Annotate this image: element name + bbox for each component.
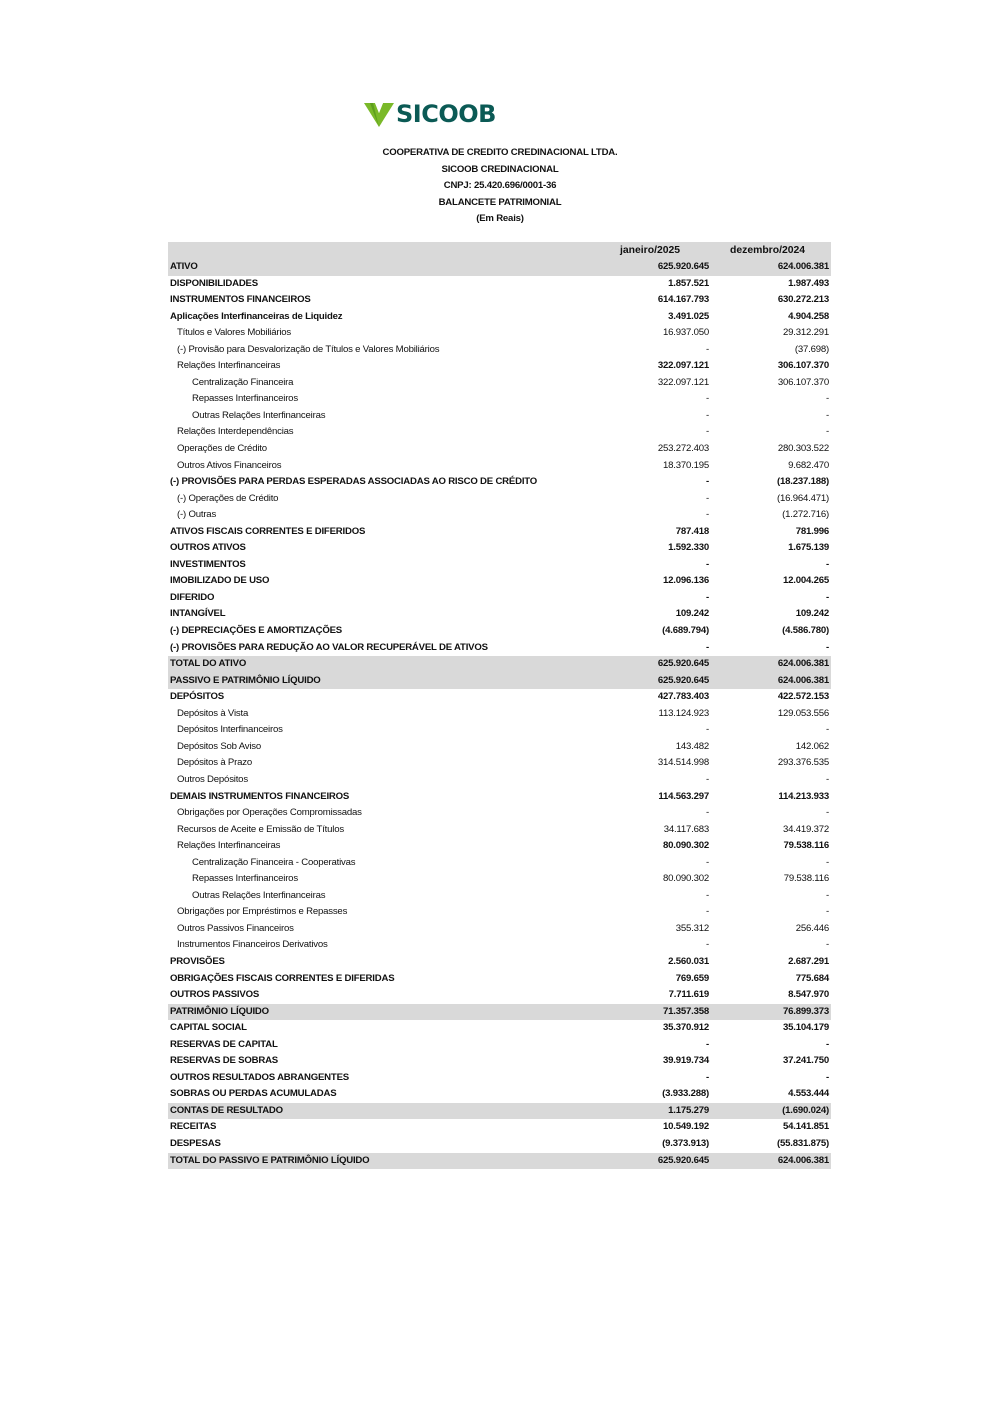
value-january-2025: 253.272.403 (657, 443, 709, 455)
row-label: PATRIMÔNIO LÍQUIDO (170, 1005, 269, 1017)
value-december-2024: 422.572.153 (777, 691, 829, 703)
table-row (168, 971, 831, 988)
value-january-2025: - (706, 343, 709, 355)
table-row (168, 474, 831, 491)
row-label: Centralização Financeira - Cooperativas (192, 856, 356, 868)
value-december-2024: 54.141.851 (782, 1121, 829, 1133)
row-label: TOTAL DO ATIVO (170, 658, 247, 670)
row-label: Recursos de Aceite e Emissão de Títulos (177, 823, 344, 835)
value-december-2024: - (826, 807, 829, 819)
row-label: DISPONIBILIDADES (170, 277, 258, 289)
table-row (168, 1020, 831, 1037)
value-december-2024: (18.237.188) (776, 476, 829, 488)
value-december-2024: 4.904.258 (788, 310, 829, 322)
row-label: SOBRAS OU PERDAS ACUMULADAS (170, 1088, 337, 1100)
table-row (168, 325, 831, 342)
row-label: Aplicações Interfinanceiras de Liquidez (170, 310, 343, 322)
logo-wordmark: SICOOB (396, 100, 496, 128)
value-december-2024: 76.899.373 (782, 1005, 829, 1017)
value-december-2024: 114.213.933 (778, 790, 829, 802)
table-row (168, 491, 831, 508)
balance-sheet-table (168, 242, 831, 1169)
row-label: RECEITAS (170, 1121, 217, 1133)
row-label: Outros Ativos Financeiros (177, 459, 282, 471)
table-row (168, 871, 831, 888)
value-december-2024: 624.006.381 (777, 1154, 829, 1166)
value-january-2025: - (706, 889, 709, 901)
row-label: OUTROS RESULTADOS ABRANGENTES (170, 1071, 349, 1083)
row-label: RESERVAS DE SOBRAS (170, 1055, 278, 1067)
table-row (168, 722, 831, 739)
table-row (168, 424, 831, 441)
value-december-2024: 306.107.370 (777, 376, 829, 388)
table-row (168, 656, 831, 673)
table-row (168, 838, 831, 855)
table-row (168, 391, 831, 408)
row-label: Outras Relações Interfinanceiras (192, 409, 326, 421)
row-label: Repasses Interfinanceiros (192, 873, 298, 885)
table-row (168, 1070, 831, 1087)
value-january-2025: - (706, 591, 709, 603)
value-january-2025: - (706, 641, 709, 653)
column-header-january-2025: janeiro/2025 (620, 245, 681, 256)
table-row (168, 1136, 831, 1153)
table-row (168, 1119, 831, 1136)
value-january-2025: 39.919.734 (662, 1055, 709, 1067)
value-january-2025: (9.373.913) (662, 1137, 709, 1149)
value-january-2025: 16.937.050 (662, 327, 709, 339)
value-january-2025: 71.357.358 (662, 1005, 709, 1017)
value-january-2025: 787.418 (675, 525, 709, 537)
table-row (168, 888, 831, 905)
table-row (168, 640, 831, 657)
value-december-2024: 624.006.381 (777, 658, 829, 670)
row-label: Centralização Financeira (192, 376, 294, 388)
value-december-2024: 9.682.470 (788, 459, 829, 471)
value-january-2025: 625.920.645 (657, 1154, 709, 1166)
row-label: Outras Relações Interfinanceiras (192, 889, 326, 901)
row-label: IMOBILIZADO DE USO (170, 575, 270, 587)
value-december-2024: - (826, 889, 829, 901)
table-row (168, 573, 831, 590)
value-december-2024: 29.312.291 (782, 327, 829, 339)
value-december-2024: 624.006.381 (777, 261, 829, 272)
row-label: Títulos e Valores Mobiliários (177, 327, 291, 339)
value-december-2024: 35.104.179 (782, 1022, 829, 1034)
row-label: OUTROS PASSIVOS (170, 989, 260, 1001)
table-row (168, 259, 831, 276)
table-row (168, 855, 831, 872)
row-label: PROVISÕES (170, 955, 225, 967)
column-header-row (168, 242, 831, 259)
value-december-2024: - (826, 426, 829, 438)
value-january-2025: 10.549.192 (662, 1121, 709, 1133)
row-label: Obrigações por Operações Compromissadas (177, 807, 362, 819)
value-december-2024: - (826, 1071, 829, 1083)
value-january-2025: - (706, 807, 709, 819)
table-row (168, 987, 831, 1004)
report-header (300, 145, 700, 228)
value-december-2024: 12.004.265 (782, 575, 829, 587)
value-january-2025: 314.514.998 (657, 757, 709, 769)
row-label: Operações de Crédito (177, 443, 267, 455)
value-january-2025: 1.592.330 (668, 542, 709, 554)
cnpj: CNPJ: 25.420.696/0001-36 (443, 180, 557, 192)
value-december-2024: 37.241.750 (782, 1055, 829, 1067)
row-label: INTANGÍVEL (170, 608, 226, 620)
row-label: (-) PROVISÕES PARA PERDAS ESPERADAS ASSOCIADAS AO RISCO DE CRÉDITO (170, 476, 538, 488)
table-body (168, 259, 831, 1169)
value-december-2024: - (826, 856, 829, 868)
row-label: Relações Interfinanceiras (177, 840, 281, 852)
row-label: (-) Operações de Crédito (177, 492, 279, 504)
value-january-2025: 143.482 (675, 740, 709, 752)
value-december-2024: 256.446 (795, 922, 829, 934)
table-row (168, 441, 831, 458)
value-january-2025: 322.097.121 (657, 360, 709, 372)
value-january-2025: (3.933.288) (662, 1088, 709, 1100)
value-december-2024: 142.062 (795, 740, 829, 752)
company-short-name: SICOOB CREDINACIONAL (441, 163, 559, 175)
row-label: (-) Outras (177, 509, 217, 521)
table-row (168, 706, 831, 723)
value-january-2025: 625.920.645 (657, 674, 709, 686)
value-january-2025: 35.370.912 (662, 1022, 709, 1034)
value-december-2024: 79.538.116 (783, 873, 829, 885)
value-january-2025: - (706, 476, 709, 488)
row-label: RESERVAS DE CAPITAL (170, 1038, 278, 1050)
table-row (168, 1086, 831, 1103)
table-row (168, 342, 831, 359)
table-row (168, 458, 831, 475)
table-row (168, 358, 831, 375)
value-december-2024: 624.006.381 (777, 674, 829, 686)
value-december-2024: - (826, 724, 829, 736)
table-row (168, 954, 831, 971)
value-january-2025: 109.242 (675, 608, 709, 620)
value-january-2025: 355.312 (675, 922, 709, 934)
value-january-2025: 625.920.645 (657, 658, 709, 670)
value-january-2025: 1.175.279 (668, 1104, 709, 1116)
row-label: OBRIGAÇÕES FISCAIS CORRENTES E DIFERIDAS (170, 972, 395, 984)
value-december-2024: 2.687.291 (788, 955, 829, 967)
table-row (168, 292, 831, 309)
row-label: Outros Passivos Financeiros (177, 922, 294, 934)
value-december-2024: (4.586.780) (782, 625, 829, 637)
sicoob-logo (364, 99, 496, 129)
row-label: OUTROS ATIVOS (170, 542, 246, 554)
value-december-2024: - (826, 641, 829, 653)
table-row (168, 540, 831, 557)
value-december-2024: 129.053.556 (777, 707, 829, 719)
value-december-2024: 1.675.139 (788, 542, 829, 554)
value-december-2024: - (826, 558, 829, 570)
value-december-2024: - (826, 591, 829, 603)
table-row (168, 1037, 831, 1054)
value-december-2024: 109.242 (795, 608, 829, 620)
value-january-2025: - (706, 856, 709, 868)
row-label: (-) DEPRECIAÇÕES E AMORTIZAÇÕES (170, 625, 343, 637)
table-row (168, 921, 831, 938)
table-row (168, 1103, 831, 1120)
table-row (168, 1053, 831, 1070)
value-january-2025: - (706, 773, 709, 785)
value-december-2024: 775.684 (795, 972, 829, 984)
value-december-2024: - (826, 773, 829, 785)
table-row (168, 739, 831, 756)
value-january-2025: 625.920.645 (657, 261, 709, 272)
value-january-2025: - (706, 939, 709, 951)
value-january-2025: - (706, 426, 709, 438)
value-january-2025: - (706, 393, 709, 405)
value-january-2025: 1.857.521 (668, 277, 709, 289)
table-row (168, 904, 831, 921)
table-row (168, 822, 831, 839)
value-january-2025: - (706, 509, 709, 521)
value-january-2025: 7.711.619 (668, 989, 709, 1001)
value-january-2025: 114.563.297 (658, 790, 709, 802)
table-row (168, 1004, 831, 1021)
value-january-2025: 34.117.683 (663, 823, 709, 835)
value-january-2025: - (706, 558, 709, 570)
value-december-2024: 293.376.535 (777, 757, 829, 769)
value-january-2025: 3.491.025 (668, 310, 709, 322)
table-row (168, 507, 831, 524)
value-december-2024: (37.698) (794, 343, 829, 355)
table-row (168, 1153, 831, 1170)
row-label: CONTAS DE RESULTADO (170, 1104, 283, 1116)
row-label: CAPITAL SOCIAL (170, 1022, 247, 1034)
row-label: INSTRUMENTOS FINANCEIROS (170, 294, 311, 306)
row-label: Depósitos Interfinanceiros (177, 724, 283, 736)
table-row (168, 673, 831, 690)
row-label: Repasses Interfinanceiros (192, 393, 298, 405)
value-december-2024: 306.107.370 (777, 360, 829, 372)
table-row (168, 309, 831, 326)
value-december-2024: (16.964.471) (776, 492, 829, 504)
table-row (168, 276, 831, 293)
row-label: Obrigações por Empréstimos e Repasses (177, 906, 348, 918)
table-row (168, 805, 831, 822)
row-label: Depósitos à Vista (177, 707, 249, 719)
row-label: ATIVO (170, 261, 198, 272)
value-december-2024: - (826, 906, 829, 918)
value-december-2024: 4.553.444 (788, 1088, 829, 1100)
row-label: Outros Depósitos (177, 773, 248, 785)
value-january-2025: 18.370.195 (662, 459, 709, 471)
value-december-2024: (55.831.875) (776, 1137, 829, 1149)
value-january-2025: 322.097.121 (657, 376, 709, 388)
value-december-2024: 630.272.213 (777, 294, 829, 306)
row-label: Relações Interfinanceiras (177, 360, 281, 372)
value-january-2025: (4.689.794) (662, 625, 709, 637)
table-row (168, 789, 831, 806)
company-name: COOPERATIVA DE CREDITO CREDINACIONAL LTDA. (382, 147, 618, 158)
column-header-december-2024: dezembro/2024 (730, 245, 806, 256)
row-label: DEPÓSITOS (170, 691, 225, 703)
sicoob-logo-icon (364, 101, 394, 127)
row-label: Instrumentos Financeiros Derivativos (177, 939, 328, 951)
value-january-2025: 427.783.403 (657, 691, 709, 703)
value-december-2024: - (826, 409, 829, 421)
value-december-2024: 280.303.522 (777, 443, 829, 455)
value-january-2025: 80.090.302 (662, 873, 709, 885)
report-title: BALANCETE PATRIMONIAL (438, 196, 562, 208)
row-label: DIFERIDO (170, 591, 215, 603)
value-december-2024: - (826, 1038, 829, 1050)
value-january-2025: - (706, 492, 709, 504)
row-label: (-) PROVISÕES PARA REDUÇÃO AO VALOR RECUPERÁVEL DE ATIVOS (170, 641, 488, 653)
value-january-2025: 80.090.302 (662, 840, 709, 852)
table-row (168, 557, 831, 574)
currency-note: (Em Reais) (476, 213, 524, 225)
value-december-2024: 79.538.116 (783, 840, 829, 852)
row-label: (-) Provisão para Desvalorização de Títulos e Valores Mobiliários (177, 343, 440, 355)
table-row (168, 689, 831, 706)
table-row (168, 623, 831, 640)
table-row (168, 375, 831, 392)
value-december-2024: 34.419.372 (782, 823, 829, 835)
value-december-2024: 781.996 (795, 525, 829, 537)
table-row (168, 606, 831, 623)
table-row (168, 772, 831, 789)
value-december-2024: (1.272.716) (782, 509, 829, 521)
value-january-2025: 2.560.031 (668, 955, 709, 967)
row-label: DESPESAS (170, 1137, 221, 1149)
value-december-2024: 1.987.493 (788, 277, 829, 289)
table-row (168, 590, 831, 607)
row-label: DEMAIS INSTRUMENTOS FINANCEIROS (170, 790, 350, 802)
value-december-2024: - (826, 939, 829, 951)
value-january-2025: 769.659 (675, 972, 709, 984)
row-label: Relações Interdependências (177, 426, 294, 438)
table-row (168, 755, 831, 772)
value-january-2025: 113.124.923 (658, 707, 709, 719)
value-january-2025: - (706, 1071, 709, 1083)
row-label: Depósitos Sob Aviso (177, 740, 262, 752)
table-row (168, 408, 831, 425)
value-january-2025: 12.096.136 (662, 575, 709, 587)
row-label: TOTAL DO PASSIVO E PATRIMÔNIO LÍQUIDO (170, 1154, 370, 1166)
value-december-2024: - (826, 393, 829, 405)
value-january-2025: 614.167.793 (657, 294, 709, 306)
row-label: Depósitos à Prazo (177, 757, 252, 769)
value-december-2024: 8.547.970 (788, 989, 829, 1001)
value-december-2024: (1.690.024) (782, 1104, 829, 1116)
row-label: INVESTIMENTOS (170, 558, 246, 570)
row-label: ATIVOS FISCAIS CORRENTES E DIFERIDOS (170, 525, 366, 537)
table-row (168, 937, 831, 954)
value-january-2025: - (706, 409, 709, 421)
value-january-2025: - (706, 1038, 709, 1050)
table-row (168, 524, 831, 541)
row-label: PASSIVO E PATRIMÔNIO LÍQUIDO (170, 674, 321, 686)
value-january-2025: - (706, 724, 709, 736)
value-january-2025: - (706, 906, 709, 918)
